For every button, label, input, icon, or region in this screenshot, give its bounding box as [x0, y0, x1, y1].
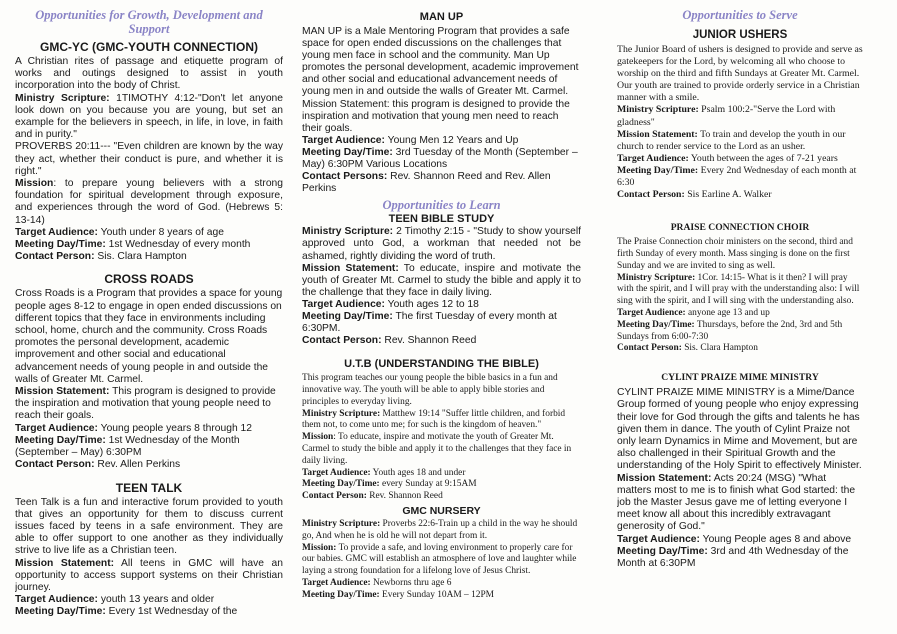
- scripture-label: Ministry Scripture:: [302, 226, 394, 238]
- audience-text: Youth between the ages of 7-21 years: [688, 152, 838, 164]
- contact-text: Sis. Clara Hampton: [681, 343, 758, 354]
- audience-label: Target Audience:: [302, 298, 385, 310]
- mime-ministry-title: CYLINT PRAIZE MIME MINISTRY: [661, 372, 819, 384]
- gmc-yc-contact: [15, 251, 283, 263]
- gmc-yc-section: [15, 40, 283, 263]
- cross-roads-title: CROSS ROADS: [104, 272, 194, 287]
- mission-label: Mission Statement:: [617, 128, 698, 140]
- contact-label: Contact Person:: [15, 251, 95, 263]
- cross-roads-meeting: [15, 435, 283, 459]
- scripture-text: Matthew 19:14 "Suffer little children, and forbid them not, to come unto me; for such is the kingdom of heaven.": [302, 408, 566, 431]
- gmc-yc-mission: [15, 178, 283, 227]
- scripture-text: Psalm 100:2-"Serve the Lord with gladness": [617, 104, 836, 128]
- meeting-text: Every Sunday 10AM – 12PM: [379, 589, 495, 600]
- contact-label: Contact Person:: [15, 459, 95, 471]
- cross-roads-contact: [15, 459, 283, 471]
- utb-contact: [302, 491, 581, 503]
- column-serve: [617, 8, 863, 634]
- mission-text: This program is designed to provide the inspiration and motivation that young people need to reach their goals.: [15, 386, 276, 422]
- praise-connection-title: PRAISE CONNECTION CHOIR: [670, 222, 810, 234]
- audience-label: Target Audience:: [15, 226, 98, 238]
- junior-ushers-mission: [617, 129, 863, 153]
- junior-ushers-meeting: [617, 165, 863, 189]
- teen-talk-meeting: [15, 606, 283, 618]
- utb-section: [302, 357, 581, 503]
- scripture-label: Ministry Scripture:: [15, 92, 110, 104]
- audience-text: anyone age 13 and up: [685, 308, 770, 318]
- junior-ushers-scripture: [617, 104, 863, 128]
- meeting-label: Meeting Day/Time:: [302, 310, 393, 322]
- section-heading-serve: Opportunities to Serve: [682, 8, 798, 22]
- scripture-label: Ministry Scripture:: [617, 272, 696, 283]
- utb-audience: [302, 468, 581, 480]
- nursery-mission: [302, 543, 581, 578]
- teen-bible-scripture: [302, 226, 581, 262]
- mission-text: To educate, inspire and motivate the youth of Greater Mt. Carmel to study the bible and apply it to the challenge that they face in daily living.: [302, 262, 581, 298]
- gmc-yc-meeting: [15, 239, 283, 251]
- audience-label: Target Audience:: [617, 152, 689, 164]
- mission-text: To train and develop the youth in our church to render service to the Lord as an usher.: [617, 128, 846, 152]
- contact-label: Contact Person:: [617, 343, 682, 354]
- mime-ministry-meeting: [617, 546, 863, 570]
- gmc-yc-proverbs: PROVERBS 20:11--- "Even children are known by the way they act, whether their conduct is pure, and whether it is right.": [15, 141, 283, 177]
- mime-ministry-audience: [617, 534, 863, 546]
- scripture-label: Ministry Scripture:: [302, 519, 381, 530]
- meeting-text: 1st Wednesday of the Month (September – May) 6:30PM: [15, 434, 240, 459]
- man-up-mission: Mission Statement: this program is designed to provide the inspiration and motivation that young men need to reach their goals.: [302, 98, 570, 134]
- mission-label: Mission Statement:: [617, 472, 712, 484]
- section-heading-growth: Opportunities for Growth, Development and Support: [35, 8, 263, 36]
- mission-text: All teens in GMC will have an opportunity to access support systems on their Christian journey.: [15, 557, 283, 593]
- audience-text: Youth ages 18 and under: [370, 467, 466, 478]
- meeting-text: 3rd Tuesday of the Month (September – May) 6:30PM Various Locations: [302, 146, 578, 171]
- man-up-meeting: [302, 147, 581, 171]
- meeting-text: The first Tuesday of every month at 6:30PM.: [302, 310, 557, 335]
- column-growth: [15, 8, 283, 634]
- scripture-text: 1TIMOTHY 4:12-"Don't let anyone look down on you because you are young, but set an example for the believers in speech, in life, in love, in faith and in purity.": [15, 92, 283, 141]
- scripture-text: Proverbs 22:6-Train up a child in the way he should go, And when he is old he will not depart from it.: [302, 519, 578, 541]
- meeting-label: Meeting Day/Time:: [302, 589, 380, 600]
- teen-bible-title: TEEN BIBLE STUDY: [388, 213, 495, 226]
- scripture-text: 2 Timothy 2:15 - "Study to show yourself approved unto God, a workman that needed not be ashamed, rightly dividing the word of truth.: [302, 226, 581, 262]
- nursery-scripture: [302, 519, 581, 543]
- praise-connection-meeting: [617, 320, 863, 344]
- audience-label: Target Audience:: [15, 422, 98, 434]
- utb-title: U.T.B (UNDERSTANDING THE BIBLE): [344, 358, 539, 371]
- nursery-audience: [302, 578, 581, 590]
- contact-text: Sis. Clara Hampton: [94, 251, 187, 263]
- teen-talk-title: TEEN TALK: [115, 480, 183, 495]
- meeting-label: Meeting Day/Time:: [302, 146, 393, 158]
- teen-talk-section: [15, 481, 283, 619]
- contact-label: Contact Persons:: [302, 171, 388, 183]
- meeting-label: Meeting Day/Time:: [15, 606, 106, 618]
- audience-label: Target Audience:: [302, 134, 385, 146]
- mission-label: Mission Statement:: [15, 386, 110, 398]
- contact-label: Contact Person:: [302, 491, 367, 502]
- audience-text: youth 13 years and older: [97, 594, 215, 606]
- utb-intro: This program teaches our young people the bible basics in a fun and innovative way. The youth will be able to apply bible stories and principles to everyday living.: [302, 373, 558, 407]
- meeting-text: 3rd and 4th Wednesday of the Month at 6:30PM: [617, 545, 849, 570]
- section-heading-learn: Opportunities to Learn: [382, 198, 501, 213]
- gmc-yc-intro: A Christian rites of passage and etiquette program of works and outings designed to assist in youth incorporation into the body of Christ.: [15, 56, 283, 92]
- contact-label: Contact Person:: [302, 335, 382, 347]
- contact-text: Rev. Shannon Reed and Rev. Allen Perkins: [302, 171, 551, 195]
- contact-text: Rev. Shannon Reed: [381, 335, 477, 347]
- mission-text: To provide a safe, and loving environment to properly care for our babies. GMC will establish an atmosphere of love and laughter while laying a strong foundation for a lifelong love of Jesus Christ.: [302, 542, 577, 577]
- meeting-label: Meeting Day/Time:: [617, 164, 699, 176]
- meeting-text: Thursdays, before the 2nd, 3rd and 5th Sundays from 6:00-7:30: [617, 319, 843, 342]
- praise-connection-scripture: [617, 273, 863, 308]
- mission-label: Mission:: [302, 542, 337, 553]
- contact-text: Rev. Shannon Reed: [366, 491, 443, 502]
- meeting-label: Meeting Day/Time:: [15, 239, 106, 251]
- contact-text: Rev. Allen Perkins: [94, 459, 181, 471]
- cross-roads-intro: Cross Roads is a Program that provides a space for young people ages 8-12 to engage in open ended discussions on different topics that they face in environments including school, home, church and the community. Cross Roads promotes the personal development, academic improvement and other social and educational advancement needs of young people in and outside the walls of Greater Mt. Carmel.: [15, 288, 283, 385]
- man-up-contact: [302, 171, 581, 195]
- audience-label: Target Audience:: [302, 578, 371, 588]
- audience-text: Youth ages 12 to 18: [384, 298, 479, 310]
- audience-text: Young Men 12 Years and Up: [384, 134, 519, 146]
- teen-talk-intro: Teen Talk is a fun and interactive forum provided to youth that gives an opportunity for them to discuss current issues faced by teens in a safe environment. They are able to offer support to one another as they individually strive to live life as a Christian teen.: [15, 496, 283, 557]
- praise-connection-intro: The Praise Connection choir ministers on the second, third and firth Sunday of every month. Mass singing is done on the first Sunday and we are invited to sing as well.: [617, 237, 853, 271]
- junior-ushers-intro: The Junior Board of ushers is designed to provide and serve as gatekeepers for the Lord, by welcoming all who choose to worship on the third and fifth Sundays at Greater Mt. Carmel. Our youth are trained to provide orderly service in a Christian manner with a smile.: [617, 44, 863, 104]
- audience-text: Young people years 8 through 12: [97, 422, 252, 434]
- mime-ministry-intro: CYLINT PRAIZE MIME MINISTRY is a Mime/Dance Group formed of young people who enjoy expressing their love for God through the gifts and talents he has given them in dance. The youth of Cylint Praize not only learn Dynamics in Mime and Movement, but are also challenged in their Spiritual Growth and the understanding of the Holy Spirit to effectively Minister.: [617, 387, 862, 472]
- meeting-label: Meeting Day/Time:: [302, 479, 380, 490]
- column-learn: [302, 10, 581, 634]
- scripture-label: Ministry Scripture:: [302, 408, 381, 419]
- mime-ministry-section: [617, 371, 863, 570]
- praise-connection-audience: [617, 308, 863, 320]
- meeting-text: Every 1st Wednesday of the: [105, 606, 238, 618]
- gmc-yc-scripture: [15, 93, 283, 142]
- meeting-text: every Sunday at 9:15AM: [379, 479, 477, 490]
- junior-ushers-title: JUNIOR USHERS: [692, 29, 788, 41]
- teen-bible-mission: [302, 263, 581, 299]
- mime-ministry-mission: [617, 473, 863, 534]
- contact-text: Sis Earline A. Walker: [684, 189, 772, 201]
- nursery-meeting: [302, 590, 581, 602]
- mission-label: Mission Statement:: [15, 557, 115, 569]
- man-up-audience: [302, 135, 581, 147]
- audience-label: Target Audience:: [15, 594, 98, 606]
- man-up-intro: MAN UP is a Male Mentoring Program that provides a safe space for open ended discussions on the challenges that young men face in school and the community. Man Up promotes the personal development, academic improvement and other social and educational advancement needs of young men in and outside the walls of Greater Mt. Carmel.: [302, 26, 579, 98]
- mission-label: Mission Statement:: [302, 262, 399, 274]
- mission-label: Mission: [302, 432, 334, 443]
- teen-bible-meeting: [302, 311, 581, 335]
- contact-label: Contact Person:: [617, 189, 685, 201]
- meeting-label: Meeting Day/Time:: [617, 545, 708, 557]
- teen-bible-section: [302, 212, 581, 347]
- meeting-text: 1st Wednesday of every month: [105, 239, 251, 251]
- man-up-title: MAN UP: [419, 11, 464, 23]
- teen-bible-contact: [302, 335, 581, 347]
- audience-text: Youth under 8 years of age: [97, 226, 224, 238]
- man-up-section: [302, 10, 581, 195]
- audience-text: Young People ages 8 and above: [699, 533, 852, 545]
- audience-label: Target Audience:: [302, 467, 371, 478]
- cross-roads-audience: [15, 423, 283, 435]
- mission-text: : to prepare young believers with a strong foundation for spiritual development through exposure, and experiences through the word of God. (Hebrews 5: 13-14): [15, 178, 283, 226]
- meeting-text: Every 2nd Wednesday of each month at 6:30: [617, 164, 857, 189]
- teen-bible-audience: [302, 299, 581, 311]
- teen-talk-mission: [15, 558, 283, 595]
- praise-connection-section: [617, 221, 863, 355]
- gmc-yc-audience: [15, 227, 283, 239]
- mission-label: Mission: [15, 178, 54, 190]
- mission-text: Acts 20:24 (MSG) "What matters most to me is to finish what God started: the job the Master Jesus gave me of letting everyone I meet know all about this incredibly extravagant generosity of God.": [617, 472, 856, 533]
- scripture-text: 1Cor. 14:15- What is it then? I will pray with the spirit, and I will pray with the understanding also: I will sing with the spirit, and I will sing with the understanding also.: [617, 272, 860, 307]
- praise-connection-contact: [617, 343, 863, 355]
- nursery-title: GMC NURSERY: [402, 505, 481, 518]
- junior-ushers-audience: [617, 153, 863, 165]
- audience-label: Target Audience:: [617, 533, 700, 545]
- audience-text: Newborns thru age 6: [370, 578, 452, 588]
- junior-ushers-contact: [617, 189, 863, 201]
- utb-meeting: [302, 479, 581, 491]
- cross-roads-mission: [15, 386, 283, 423]
- junior-ushers-section: [617, 28, 863, 201]
- cross-roads-section: [15, 272, 283, 471]
- scripture-label: Ministry Scripture:: [617, 104, 699, 116]
- gmc-yc-title: GMC-YC (GMC-YOUTH CONNECTION): [40, 40, 258, 54]
- utb-scripture: [302, 409, 581, 433]
- meeting-label: Meeting Day/Time:: [617, 319, 695, 330]
- nursery-section: [302, 504, 581, 602]
- mission-text: : To educate, inspire and motivate the youth of Greater Mt. Carmel to study the bible and apply it to the challenges that they face in daily living.: [302, 432, 572, 466]
- meeting-label: Meeting Day/Time:: [15, 434, 106, 446]
- audience-label: Target Audience:: [617, 308, 686, 318]
- teen-talk-audience: [15, 594, 283, 606]
- utb-mission: [302, 432, 581, 467]
